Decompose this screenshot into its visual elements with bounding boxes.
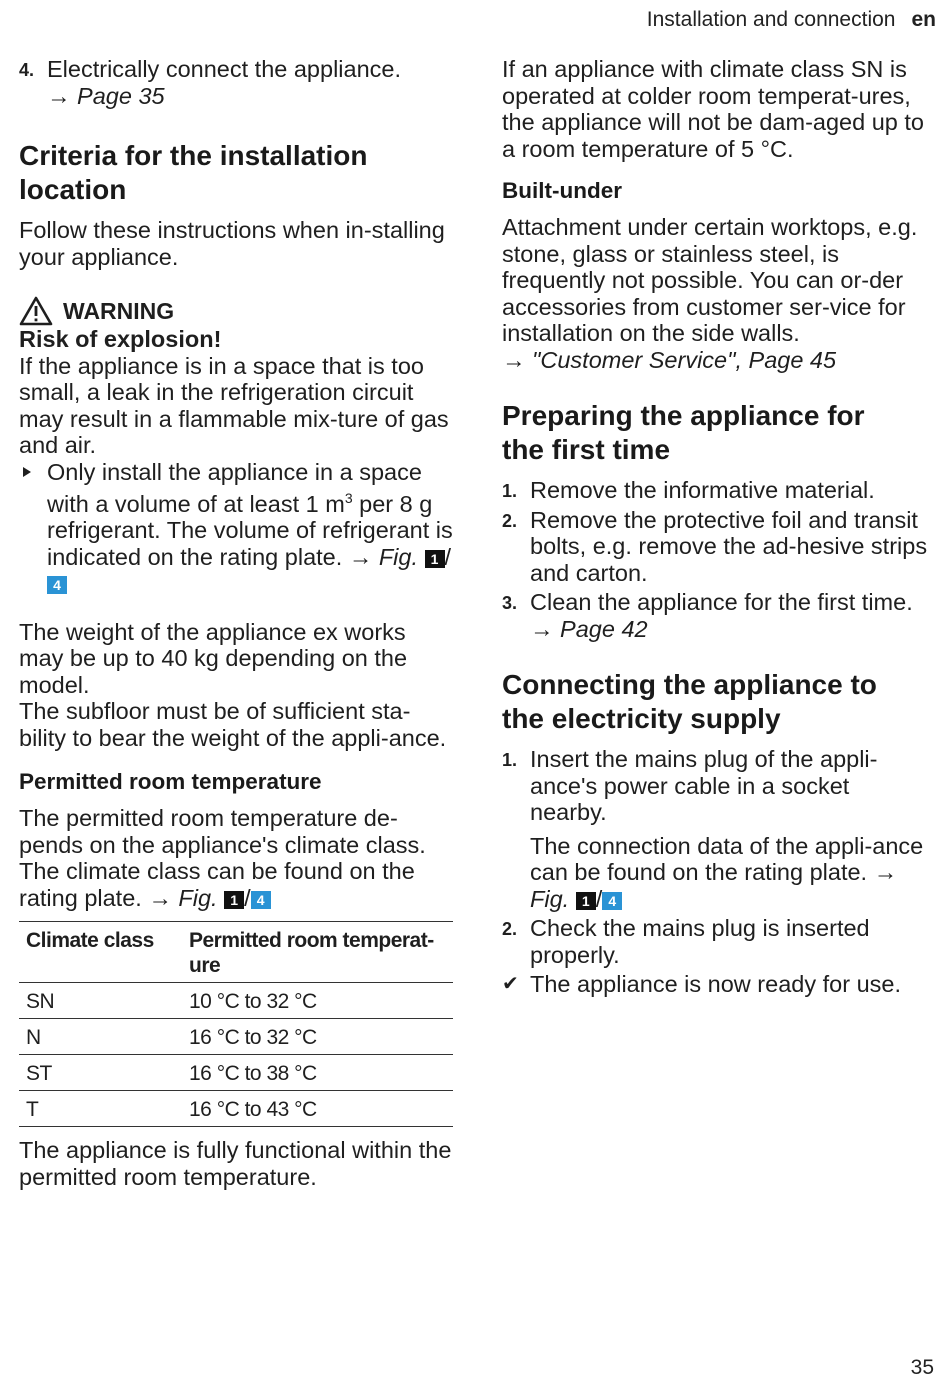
- page-reference-link[interactable]: Page 42: [560, 615, 648, 642]
- figure-badge[interactable]: 1: [576, 892, 596, 910]
- climate-class-table: [19, 921, 453, 1127]
- criteria-intro: Follow these instructions when in-stalling your appliance.: [19, 217, 445, 270]
- warning-box: [19, 296, 453, 597]
- built-under-heading: Built-under: [502, 178, 622, 203]
- table-cell: 16 °C to 43 °C: [182, 1091, 453, 1127]
- checkmark-icon: ✔: [502, 973, 519, 995]
- page-number: 35: [910, 1356, 934, 1379]
- language-code: en: [911, 8, 936, 31]
- weight-paragraph: The weight of the appliance ex works may be up to 40 kg depending on the model.: [19, 618, 408, 698]
- preparing-step-list: [502, 477, 928, 642]
- fig-reference-link[interactable]: Fig.: [530, 885, 570, 912]
- table-cell: 16 °C to 32 °C: [182, 1019, 453, 1055]
- table-row: [19, 1019, 453, 1055]
- step-3: 3. Clean the appliance for the first time. → Page 42: [502, 589, 913, 642]
- result-item: ✔ The appliance is now ready for use.: [502, 971, 901, 997]
- climate-class-paragraph: The climate class can be found on the rating plate. → Fig. 1 / 4: [19, 858, 415, 911]
- page-header: [647, 8, 936, 32]
- arrow-icon: →: [873, 859, 898, 885]
- arrow-icon: →: [530, 615, 554, 642]
- fig-reference-link[interactable]: Fig.: [378, 543, 419, 570]
- arrow-icon: →: [348, 543, 373, 570]
- warning-instruction: Only install the appliance in a space with a volume of at least 1 $m^3$ per 8 g refrigerant. The volume of refrigerant is indicated on the rating plate. → Fig. 1 /4: [19, 459, 453, 597]
- table-cell: ST: [19, 1055, 182, 1091]
- customer-service-link[interactable]: "Customer Service", Page 45: [532, 346, 837, 373]
- arrow-icon: →: [502, 346, 526, 373]
- step-4: [19, 56, 453, 109]
- preparing-heading: Preparing the appliance for the first time: [502, 400, 865, 465]
- functional-paragraph: The appliance is fully functional within the permitted room temperature.: [19, 1137, 452, 1190]
- figure-badge[interactable]: 4: [251, 891, 271, 909]
- left-column: [19, 56, 453, 1190]
- step-number: 4.: [19, 60, 35, 80]
- table-cell: 10 °C to 32 °C: [182, 983, 453, 1019]
- built-under-paragraph: Attachment under certain worktops, e.g. stone, glass or stainless steel, is frequently not possible. You can or-der accessories from customer ser-vice for installation on the side walls. → "Customer Service", Page 45: [502, 214, 918, 373]
- figure-badge[interactable]: 1: [425, 550, 445, 568]
- subfloor-paragraph: The subfloor must be of sufficient sta-bility to bear the weight of the appli-ance.: [19, 698, 447, 751]
- room-temperature-paragraph: The permitted room temperature de-pends on the appliance's climate class.: [19, 805, 426, 858]
- step-2: 2. Check the mains plug is inserted properly.: [502, 915, 870, 968]
- connecting-heading: Connecting the appliance to the electricity supply: [502, 669, 877, 734]
- step-note: The connection data of the appli-ance can be found on the rating plate. → Fig. 1 / 4: [530, 832, 924, 912]
- warning-risk: Risk of explosion!: [19, 326, 222, 352]
- figure-badge[interactable]: 4: [47, 576, 67, 594]
- right-column: [502, 56, 928, 1001]
- step-2: 2. Remove the protective foil and transit bolts, e.g. remove the ad-hesive strips and carton.: [502, 506, 928, 586]
- table-cell: 16 °C to 38 °C: [182, 1055, 453, 1091]
- table-header-cell: Climate class: [19, 922, 182, 983]
- arrow-icon: →: [47, 82, 71, 109]
- arrow-icon: →: [148, 884, 172, 911]
- step-1: 1. Insert the mains plug of the appli-ance's power cable in a socket nearby. The connection data of the appli-ance can be found on the rating plate. → Fig. 1 / 4: [502, 746, 928, 912]
- table-cell: N: [19, 1019, 182, 1055]
- warning-body: If the appliance is in a space that is too small, a leak in the refrigeration circuit may result in a flammable mix-ture of gas and air.: [19, 352, 449, 458]
- criteria-heading: Criteria for the installation location: [19, 140, 368, 205]
- warning-header: [19, 296, 453, 326]
- table-header-cell: Permitted room temperat-ure: [182, 922, 453, 983]
- table-row: [19, 1055, 453, 1091]
- step-text: Electrically connect the appliance.: [47, 56, 402, 82]
- table-cell: T: [19, 1091, 182, 1127]
- step-1: 1. Remove the informative material.: [502, 477, 875, 503]
- table-row: [19, 1091, 453, 1127]
- figure-badge[interactable]: 4: [602, 892, 622, 910]
- warning-label: WARNING: [63, 297, 175, 324]
- room-temperature-heading: Permitted room temperature: [19, 769, 322, 795]
- fig-reference-link[interactable]: Fig.: [178, 884, 218, 911]
- figure-badge[interactable]: 1: [224, 891, 244, 909]
- connecting-step-list: [502, 746, 928, 998]
- table-header-row: [19, 922, 453, 983]
- warning-triangle-icon: [19, 296, 53, 326]
- page-reference-link[interactable]: Page 35: [77, 82, 165, 109]
- table-cell: SN: [19, 983, 182, 1019]
- step-list-electrical: [19, 56, 453, 109]
- table-row: [19, 983, 453, 1019]
- bullet-triangle-icon: [23, 467, 31, 477]
- sn-note-paragraph: If an appliance with climate class SN is operated at colder room temperat-ures, the appliance will not be dam-aged up to a room temperature of 5 °C.: [502, 56, 924, 162]
- section-title: Installation and connection: [646, 8, 896, 31]
